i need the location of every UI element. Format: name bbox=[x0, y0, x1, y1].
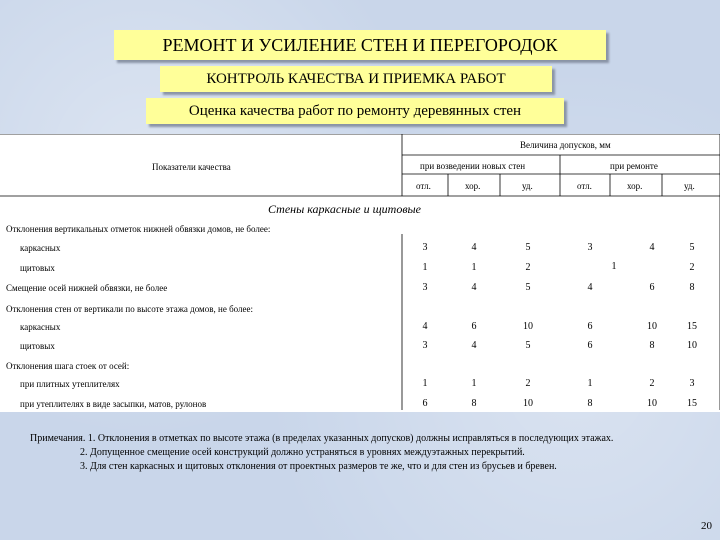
table-cell: 8 bbox=[689, 282, 695, 293]
table-cell: 10 bbox=[523, 398, 533, 409]
note-line-2: 2. Допущенное смещение осей конструкций должно устраняться в уровнях междуэтажных перекрытий. bbox=[80, 447, 525, 458]
table-cell: 4 bbox=[587, 282, 593, 293]
section-heading: Стены каркасные и щитовые bbox=[268, 202, 421, 216]
table-cell: 5 bbox=[525, 282, 531, 293]
table-cell: 10 bbox=[687, 340, 697, 351]
notes bbox=[0, 432, 720, 474]
table-cell: 10 bbox=[523, 321, 533, 332]
table-cell: 1 bbox=[471, 378, 477, 389]
col-header-ud: уд. bbox=[522, 181, 533, 191]
table-cell: 1 bbox=[422, 378, 428, 389]
col-header-otl-repair: отл. bbox=[577, 181, 592, 191]
row-label: при утеплителях в виде засыпки, матов, рулонов bbox=[20, 399, 207, 409]
table-cell: 4 bbox=[471, 242, 477, 253]
table-cell: 8 bbox=[471, 398, 477, 409]
table-cell: 3 bbox=[689, 378, 695, 389]
table-cell: 1 bbox=[611, 261, 617, 272]
table-cell: 15 bbox=[687, 321, 697, 332]
table-cell: 2 bbox=[689, 262, 695, 273]
table-cell: 3 bbox=[422, 340, 428, 351]
row-label: каркасных bbox=[20, 322, 61, 332]
tolerance-header: Величина допусков, мм bbox=[520, 140, 611, 150]
col-header-hor: хор. bbox=[465, 181, 481, 191]
table-cell: 10 bbox=[647, 398, 657, 409]
row-label: Отклонения вертикальных отметок нижней обвязки домов, не более: bbox=[6, 224, 271, 234]
row-label: щитовых bbox=[20, 263, 55, 273]
table-cell: 4 bbox=[649, 242, 655, 253]
table-cell: 1 bbox=[587, 378, 593, 389]
tolerance-table bbox=[0, 134, 720, 412]
col-header-ud-repair: уд. bbox=[684, 181, 695, 191]
row-label: Отклонения стен от вертикали по высоте этажа домов, не более: bbox=[6, 304, 254, 314]
table-cell: 1 bbox=[422, 262, 428, 273]
table-cell: 6 bbox=[649, 282, 655, 293]
indicator-header: Показатели качества bbox=[152, 162, 231, 172]
table-cell: 3 bbox=[422, 242, 428, 253]
page-number: 20 bbox=[701, 520, 712, 532]
table-cell: 6 bbox=[587, 340, 593, 351]
table-cell: 2 bbox=[525, 378, 531, 389]
row-label: щитовых bbox=[20, 341, 55, 351]
row-label: каркасных bbox=[20, 243, 61, 253]
slide-title: РЕМОНТ И УСИЛЕНИЕ СТЕН И ПЕРЕГОРОДОК bbox=[114, 30, 606, 60]
table-cell: 6 bbox=[587, 321, 593, 332]
table-cell: 5 bbox=[525, 242, 531, 253]
table-cell: 4 bbox=[471, 282, 477, 293]
table-cell: 2 bbox=[525, 262, 531, 273]
slide-subtitle-2: Оценка качества работ по ремонту деревянных стен bbox=[146, 98, 564, 124]
table-cell: 10 bbox=[647, 321, 657, 332]
table-cell: 15 bbox=[687, 398, 697, 409]
row-label: Отклонения шага стоек от осей: bbox=[6, 361, 130, 371]
table-cell: 5 bbox=[689, 242, 695, 253]
table-cell: 3 bbox=[587, 242, 593, 253]
table-cell: 8 bbox=[587, 398, 593, 409]
table-cell: 6 bbox=[471, 321, 477, 332]
group-repair-header: при ремонте bbox=[610, 161, 658, 171]
row-label: Смещение осей нижней обвязки, не более bbox=[6, 283, 168, 293]
table-cell: 6 bbox=[422, 398, 428, 409]
note-line-1: Примечания. 1. Отклонения в отметках по высоте этажа (в пределах указанных допусков) должны исправляться в последующих этажах. bbox=[30, 433, 614, 444]
table-cell: 1 bbox=[471, 262, 477, 273]
col-header-hor-repair: хор. bbox=[627, 181, 643, 191]
group-new-header: при возведении новых стен bbox=[420, 161, 526, 171]
slide-subtitle: КОНТРОЛЬ КАЧЕСТВА И ПРИЕМКА РАБОТ bbox=[160, 66, 552, 92]
table-cell: 8 bbox=[649, 340, 655, 351]
table-cell: 2 bbox=[649, 378, 655, 389]
note-line-3: 3. Для стен каркасных и щитовых отклонения от проектных размеров те же, что и для стен из брусьев и бревен. bbox=[80, 461, 557, 472]
table-cell: 4 bbox=[422, 321, 428, 332]
table-cell: 5 bbox=[525, 340, 531, 351]
col-header-otl: отл. bbox=[416, 181, 431, 191]
table-cell: 4 bbox=[471, 340, 477, 351]
table-cell: 3 bbox=[422, 282, 428, 293]
row-label: при плитных утеплителях bbox=[20, 379, 120, 389]
